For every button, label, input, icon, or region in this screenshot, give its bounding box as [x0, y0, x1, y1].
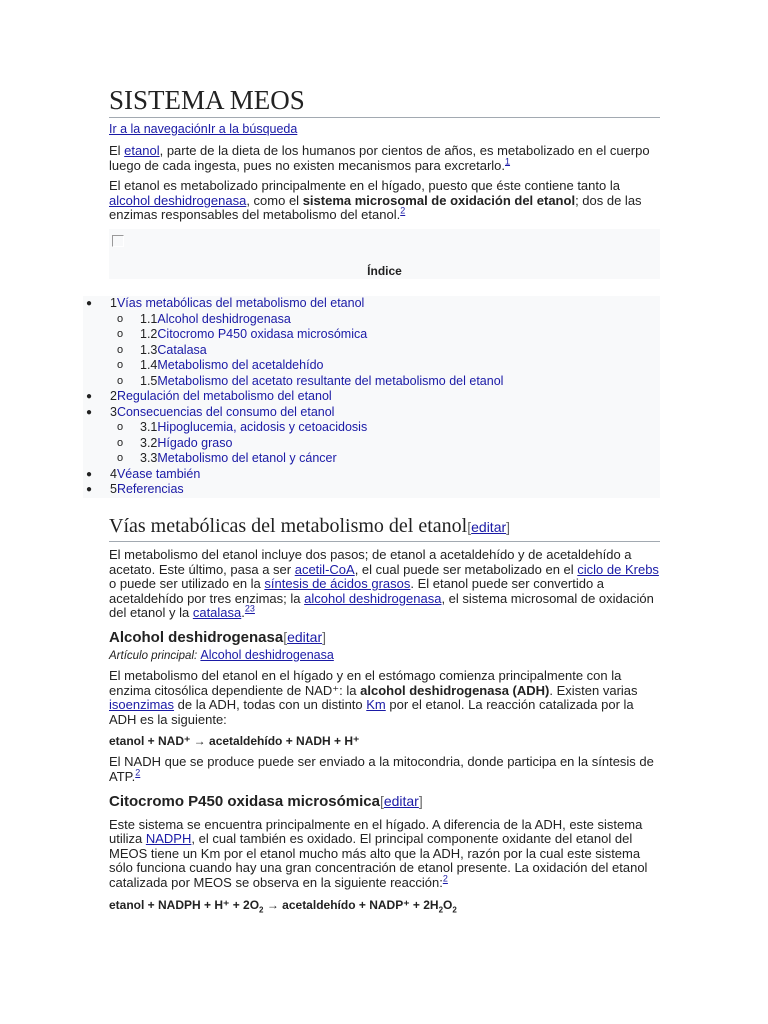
- heading-text: Alcohol deshidrogenasa: [109, 628, 284, 646]
- text: de la ADH, todas con un distinto: [174, 697, 367, 713]
- toc-link[interactable]: [110, 467, 200, 483]
- toc-number: 2: [110, 389, 117, 403]
- toc-text: Regulación del metabolismo del etanol: [116, 389, 332, 403]
- bullet-icon: ●: [86, 484, 93, 495]
- toc-text: Vías metabólicas del metabolismo del etanol: [116, 296, 365, 310]
- heading-text: Vías metabólicas del metabolismo del etanol: [109, 515, 468, 537]
- circle-bullet-icon: o: [117, 374, 124, 387]
- toc-number: 1.1: [140, 311, 158, 326]
- intro-paragraph-2: [109, 179, 660, 223]
- toc-link[interactable]: [140, 343, 207, 359]
- subscript: 2: [438, 904, 444, 914]
- reaction-equation: [109, 897, 660, 918]
- subscript: 2: [259, 904, 264, 914]
- intro-paragraph-1: [109, 144, 660, 173]
- toc-item[interactable]: [83, 312, 660, 328]
- link-alcohol-deshidrogenasa[interactable]: alcohol deshidrogenasa: [109, 192, 247, 208]
- circle-bullet-icon: o: [117, 452, 124, 464]
- text: , parte de la dieta de los humanos por cientos de años, es metabolizado en el cuerpo luego de cada ingesta, pues no existen mecanismos para excretarlo.: [109, 143, 650, 173]
- article-header: [109, 84, 660, 279]
- toc-item[interactable]: [83, 482, 660, 498]
- text: o puede ser utilizado en la: [109, 576, 265, 592]
- edit-link[interactable]: editar: [471, 519, 507, 535]
- table-of-contents: [83, 296, 660, 498]
- toc-text: Metabolismo del acetato resultante del metabolismo del etanol: [157, 373, 504, 388]
- toc-item[interactable]: [83, 296, 660, 312]
- text: Artículo principal:: [109, 649, 201, 662]
- toc-link[interactable]: [110, 296, 364, 312]
- text: , el cual puede ser metabolizado en el: [354, 561, 578, 577]
- reference-link[interactable]: 1: [505, 156, 511, 167]
- circle-bullet-icon: o: [117, 328, 124, 340]
- link-acetil-coa[interactable]: acetil-CoA: [294, 561, 355, 577]
- text: O: [443, 897, 453, 912]
- toc-item[interactable]: [83, 467, 660, 483]
- circle-bullet-icon: o: [117, 421, 124, 433]
- text: El metabolismo del etanol incluye dos pasos; de etanol a acetaldehído y de acetaldehído a acetato. Este último, pasa a ser: [109, 547, 632, 577]
- toc-item[interactable]: [83, 358, 660, 374]
- circle-bullet-icon: o: [117, 343, 124, 356]
- toc-item[interactable]: [83, 436, 660, 452]
- toc-header: [109, 229, 660, 279]
- link-km[interactable]: Km: [366, 697, 386, 713]
- text: El: [109, 143, 125, 158]
- toc-item[interactable]: [83, 327, 660, 343]
- subsection-heading: [109, 791, 660, 812]
- toc-number: 1: [110, 296, 117, 310]
- main-article-link[interactable]: Alcohol deshidrogenasa: [200, 647, 334, 662]
- toc-item[interactable]: [83, 451, 660, 467]
- toc-item[interactable]: [83, 405, 660, 421]
- toc-number: 4: [110, 466, 117, 481]
- edit-section: [editar]: [379, 792, 423, 809]
- toc-text: Metabolismo del acetaldehído: [157, 358, 324, 372]
- subsection-heading: [109, 627, 660, 648]
- reference-link[interactable]: 23: [244, 604, 255, 615]
- toc-link[interactable]: [140, 420, 367, 436]
- text: ; dos de las enzimas responsables del metabolismo del etanol.: [109, 192, 642, 223]
- toc-item[interactable]: [83, 374, 660, 390]
- toc-number: 3.1: [140, 420, 158, 434]
- toc-title: Índice: [367, 263, 402, 278]
- bullet-icon: ●: [86, 391, 93, 402]
- jump-links: [109, 121, 660, 137]
- toc-link[interactable]: [110, 482, 184, 498]
- text: . El etanol puede ser convertido a acetaldehído por tres enzimas; la: [109, 576, 605, 606]
- toc-link[interactable]: [140, 327, 367, 343]
- circle-bullet-icon: o: [117, 436, 124, 449]
- toc-text: Hipoglucemia, acidosis y cetoacidosis: [157, 420, 368, 434]
- link-etanol[interactable]: etanol: [124, 143, 160, 158]
- toc-link[interactable]: [140, 436, 232, 452]
- toc-number: 3: [110, 404, 117, 419]
- toc-text: Referencias: [116, 482, 184, 496]
- paragraph: [109, 548, 660, 621]
- edit-section: [editar]: [283, 628, 327, 645]
- toc-text: Catalasa: [157, 342, 207, 357]
- jump-search-link[interactable]: Ir a la búsqueda: [207, 122, 298, 136]
- text: El etanol es metabolizado principalmente en el hígado, puesto que éste contiene tanto la: [109, 178, 620, 194]
- toc-link[interactable]: [110, 405, 334, 421]
- toc-link[interactable]: [140, 374, 503, 390]
- toc-text: Hígado graso: [157, 435, 233, 450]
- circle-bullet-icon: o: [117, 359, 124, 371]
- toc-number: 1.5: [140, 373, 158, 388]
- text: , el cual también es oxidado. El principal componente oxidante del etanol del MEOS tiene un Km por el etanol mucho más alto que la ADH, razón por la cual este sistema sólo funciona cuando hay una gran concentración de etanol presente. La oxidación del etanol catalizada por MEOS se observa en la siguiente reacción:: [109, 831, 648, 890]
- link-alcohol-deshidrogenasa[interactable]: alcohol deshidrogenasa: [304, 590, 442, 606]
- edit-section: [editar]: [467, 519, 511, 535]
- paragraph: [109, 669, 660, 727]
- edit-link[interactable]: editar: [383, 792, 419, 809]
- reaction-equation: etanol + NAD⁺ → acetaldehído + NADH + H⁺: [109, 734, 360, 749]
- text: → acetaldehído + NADP⁺ + 2H: [263, 897, 439, 912]
- bullet-icon: ●: [86, 298, 93, 309]
- text: El metabolismo del etanol en el hígado y en el estómago comienza principalmente con la enzima citosólica dependiente de NAD⁺: la: [109, 667, 622, 698]
- toc-number: 3.3: [140, 451, 158, 465]
- page-title: SISTEMA MEOS: [109, 84, 660, 118]
- subscript: 2: [452, 904, 457, 914]
- bullet-icon: ●: [86, 468, 93, 480]
- toc-number: 1.3: [140, 342, 158, 357]
- section-vias-metabolicas: [109, 513, 660, 924]
- link-isoenzimas[interactable]: isoenzimas: [109, 697, 175, 713]
- toc-number: 5: [110, 482, 117, 496]
- toc-number: 1.2: [140, 327, 158, 341]
- paragraph: [109, 755, 660, 784]
- reference-link[interactable]: 2: [442, 873, 448, 884]
- circle-bullet-icon: o: [117, 312, 124, 325]
- text: por el etanol. La reacción catalizada por la ADH es la siguiente:: [109, 697, 634, 727]
- reference-link[interactable]: 2: [135, 767, 141, 778]
- text: .: [241, 605, 245, 621]
- bold-term: sistema microsomal de oxidación del etanol: [302, 192, 576, 208]
- link-nadph[interactable]: NADPH: [145, 831, 192, 847]
- link-ciclo-de-krebs[interactable]: ciclo de Krebs: [577, 561, 659, 577]
- toc-number: 1.4: [140, 358, 158, 372]
- toc-text: Metabolismo del etanol y cáncer: [157, 451, 337, 465]
- text: , el sistema microsomal de oxidación del etanol y la: [109, 590, 654, 621]
- link-catalasa[interactable]: catalasa: [192, 605, 242, 621]
- toc-link[interactable]: [140, 451, 337, 467]
- section-heading: [109, 513, 660, 542]
- toc-link[interactable]: [110, 389, 332, 405]
- text: etanol + NADPH + H⁺ + 2O: [109, 897, 260, 912]
- toc-text: Véase también: [116, 466, 201, 481]
- text: El NADH que se produce puede ser enviado a la mitocondria, donde participa en la síntesis de ATP.: [109, 754, 654, 784]
- text: , como el: [246, 192, 303, 208]
- heading-text: Citocromo P450 oxidasa microsómica: [109, 792, 380, 810]
- toc-link[interactable]: [140, 358, 323, 374]
- toc-item[interactable]: [83, 389, 660, 405]
- link-sintesis-acidos-grasos[interactable]: síntesis de ácidos grasos: [264, 576, 411, 592]
- bullet-icon: ●: [86, 406, 93, 418]
- toc-toggle-checkbox[interactable]: [112, 235, 124, 247]
- edit-link[interactable]: editar: [287, 628, 323, 645]
- main-article-note: [109, 648, 660, 663]
- toc-item[interactable]: [83, 343, 660, 359]
- toc-text: Alcohol deshidrogenasa: [157, 311, 291, 326]
- toc-item[interactable]: [83, 420, 660, 436]
- text: Este sistema se encuentra principalmente en el hígado. A diferencia de la ADH, este sistema utiliza: [109, 816, 643, 847]
- text: . Existen varias: [549, 682, 638, 698]
- paragraph: [109, 818, 660, 891]
- toc-link[interactable]: [140, 312, 291, 328]
- toc-text: Citocromo P450 oxidasa microsómica: [157, 327, 368, 341]
- toc-number: 3.2: [140, 435, 158, 450]
- bold-term: alcohol deshidrogenasa (ADH): [360, 682, 550, 698]
- jump-navigation-link[interactable]: Ir a la navegación: [109, 122, 208, 136]
- toc-text: Consecuencias del consumo del etanol: [116, 404, 335, 419]
- reference-link[interactable]: 2: [400, 206, 406, 217]
